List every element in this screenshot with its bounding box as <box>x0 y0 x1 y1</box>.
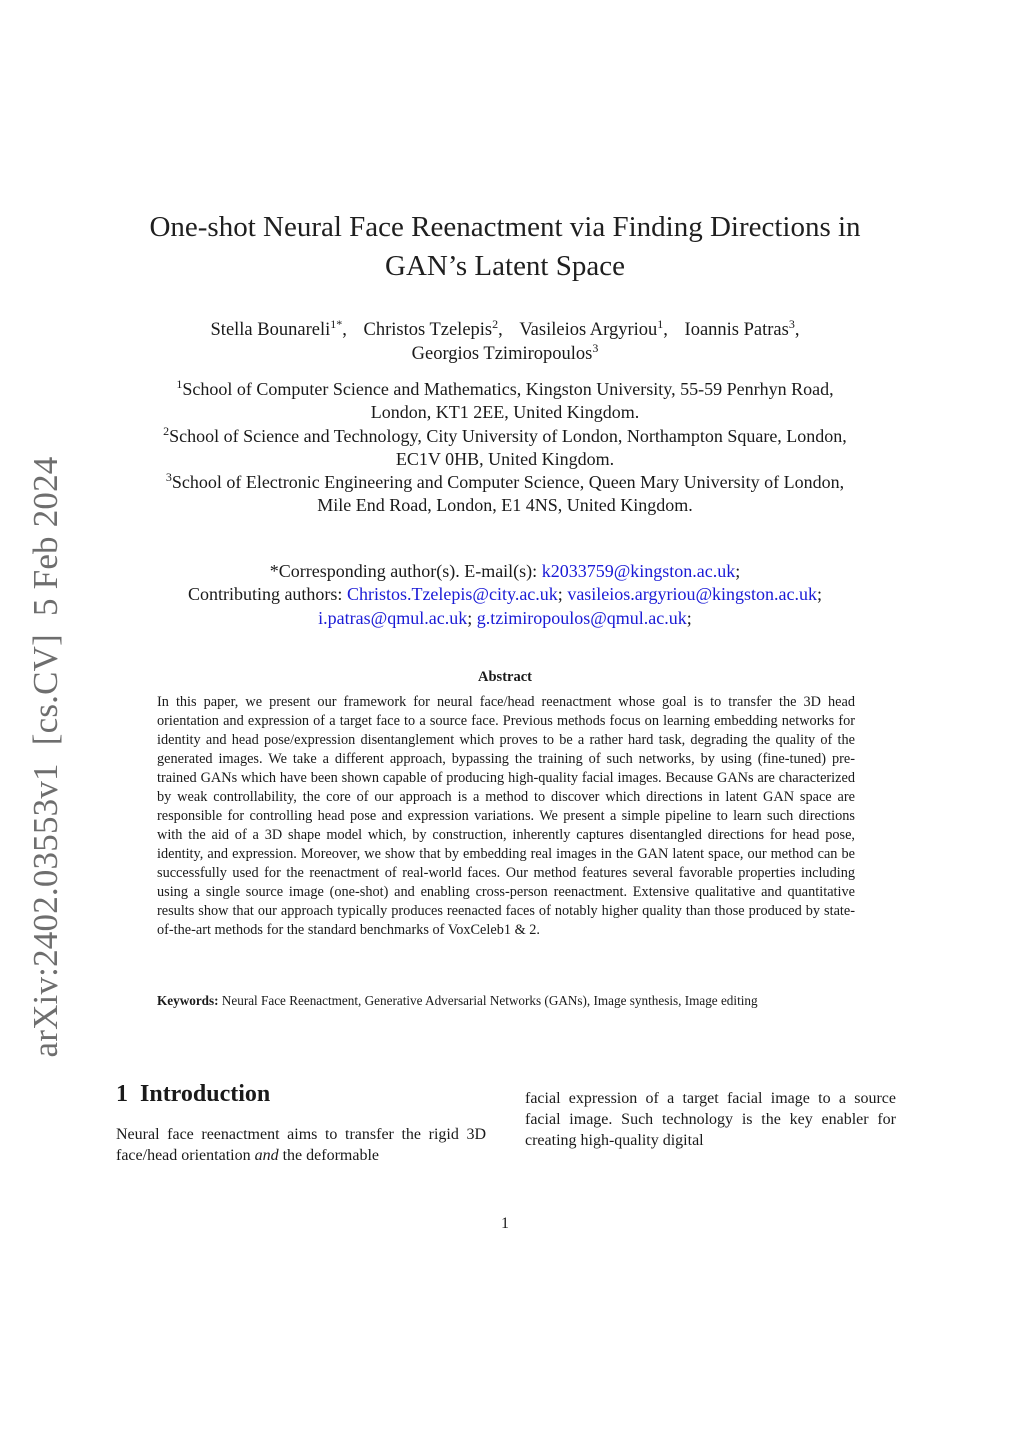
abstract-text: In this paper, we present our framework for neural face/head reenactment whose goal is to transfer the 3D head orientation and expression of a target face to a source face. Previous methods focus on learning embedding networks for identity and head pose/expression disentanglement which proves to be a rather hard task, degrading the quality of the generated images. We take a different approach, bypassing the training of such networks, by using (fine-tuned) pre-trained GANs which have been shown capable of producing high-quality facial images. Because GANs are characterized by weak controllability, the core of our approach is a method to discover which directions in latent GAN space are responsible for controlling head pose and expression variations. We present a simple pipeline to learn such directions with the aid of a 3D shape model which, by construction, inherently captures disentangled directions for head pose, identity, and expression. Moreover, we show that by embedding real images in the GAN latent space, our method can be successfully used for the reenactment of real-world faces. Our method features several favorable properties including using a single source image (one-shot) and enabling cross-person reenactment. Extensive qualitative and quantitative results show that our approach typically produces reenacted faces of notably higher quality than those produced by state-of-the-art methods for the standard benchmarks of VoxCeleb1 & 2. <box>157 694 855 938</box>
section-heading-introduction <box>116 1081 270 1108</box>
author: Stella Bounareli$^{1*}$, <box>210 317 347 340</box>
title-line-1: One-shot Neural Face Reenactment via Finding Directions in <box>149 211 861 243</box>
abstract-heading: Abstract <box>478 669 532 685</box>
affiliation: $^1$School of Computer Science and Mathematics, Kingston University, 55-59 Penrhyn Road, London, KT1 2EE, United Kingdom. <box>176 377 834 423</box>
author: Christos Tzelepis$^2$, <box>363 317 503 340</box>
contributing-authors-line: Contributing authors: Christos.Tzelepis@city.ac.uk; vasileios.argyriou@kingston.ac.uk; <box>187 584 823 605</box>
correspondence-block <box>112 560 898 630</box>
corresponding-author-line: *Corresponding author(s). E-mail(s): k2033759@kingston.ac.uk; <box>269 561 741 581</box>
title-line-2: GAN’s Latent Space <box>385 250 625 282</box>
email-link[interactable]: i.patras@qmul.ac.uk <box>318 607 468 628</box>
emphasis: and <box>254 1147 279 1164</box>
arxiv-date: 5 Feb 2024 <box>26 456 65 616</box>
paper-title <box>112 208 898 286</box>
arxiv-id: arXiv:2402.03553v1 <box>26 763 65 1058</box>
introduction-paragraph-left: Neural face reenactment aims to transfer the rigid 3D face/head orientation and the deformable <box>116 1126 486 1164</box>
email-link[interactable]: vasileios.argyriou@kingston.ac.uk <box>567 584 818 605</box>
author: Georgios Tzimiropoulos$^3$ <box>411 341 599 364</box>
page-number: 1 <box>501 1215 509 1232</box>
introduction-paragraph-right: facial expression of a target facial image to a source facial image. Such technology is the key enabler for creating high-quality digital <box>525 1090 896 1149</box>
author-list <box>112 318 898 366</box>
contributing-authors-line-2: i.patras@qmul.ac.uk; g.tzimiropoulos@qmul.ac.uk; <box>318 607 692 628</box>
keywords <box>157 992 855 1009</box>
keywords-label: Keywords: <box>157 993 219 1008</box>
affiliation: $^2$School of Science and Technology, City University of London, Northampton Square, London, EC1V 0HB, United Kingdom. <box>163 423 847 469</box>
email-link[interactable]: Christos.Tzelepis@city.ac.uk <box>346 584 558 605</box>
section-title: Introduction <box>140 1081 271 1107</box>
affiliation-list <box>112 378 898 518</box>
email-link[interactable]: g.tzimiropoulos@qmul.ac.uk <box>476 607 687 628</box>
keywords-text: Neural Face Reenactment, Generative Adversarial Networks (GANs), Image synthesis, Image editing <box>221 993 758 1008</box>
section-number: 1 <box>116 1081 128 1107</box>
affiliation: $^3$School of Electronic Engineering and Computer Science, Queen Mary University of London, Mile End Road, London, E1 4NS, United Kingdom. <box>165 470 845 516</box>
arxiv-category: [cs.CV] <box>26 633 65 746</box>
author: Ioannis Patras$^3$, <box>684 317 800 340</box>
email-link[interactable]: k2033759@kingston.ac.uk <box>541 561 736 581</box>
author: Vasileios Argyriou$^1$, <box>519 317 668 340</box>
arxiv-identifier-stamp <box>26 438 66 1057</box>
